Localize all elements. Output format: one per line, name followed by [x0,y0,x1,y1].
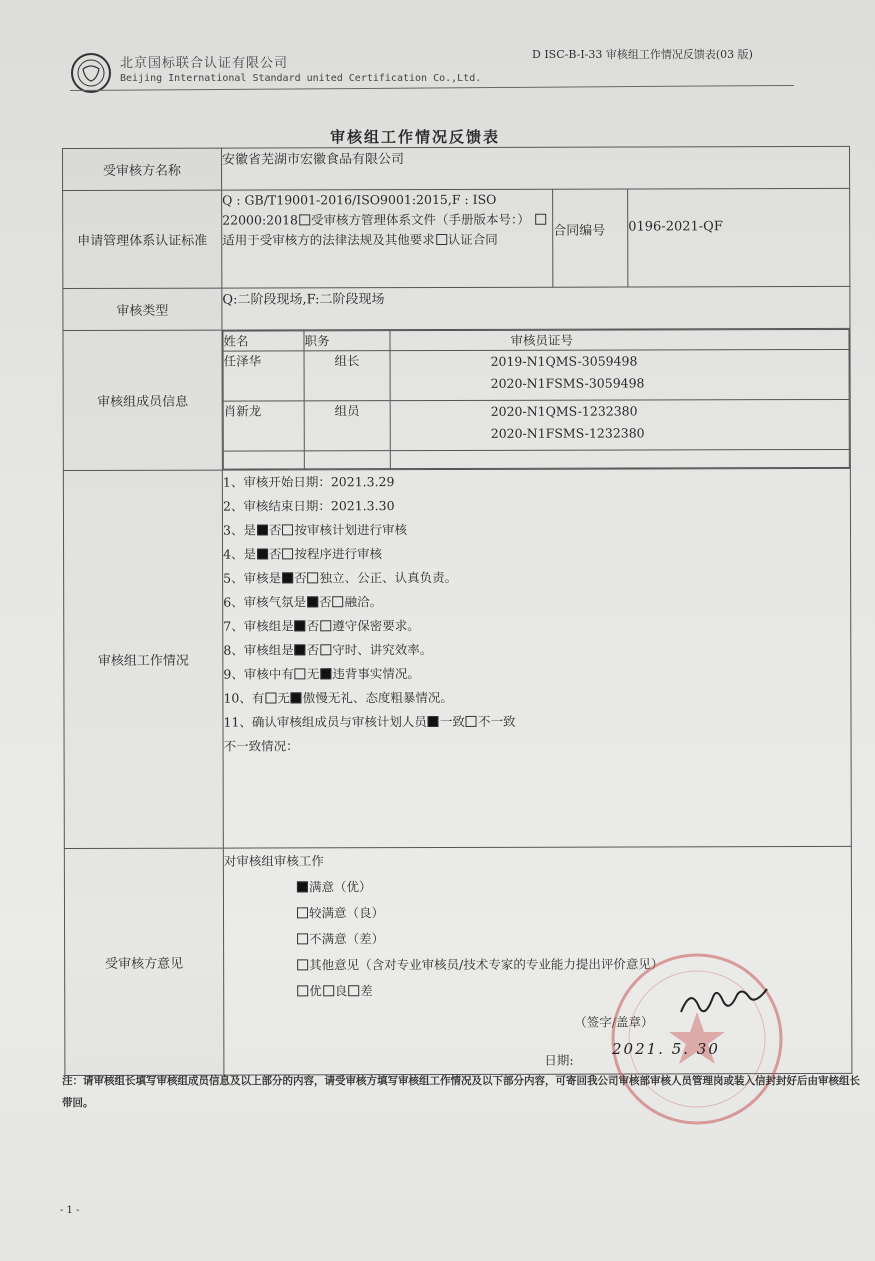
sign-label: （签字/盖章） [574,1014,654,1030]
checked-box-icon [307,596,318,607]
member-certs [390,399,849,450]
checkbox-icon [308,572,319,583]
table-row-empty [223,449,849,469]
opinion-heading: 对审核组审核工作 [223,853,324,869]
work-item: 1、审核开始日期：2021.3.29 [222,474,395,490]
work-item: 10、有 无 傲慢无礼、态度粗暴情况。 [223,689,453,706]
checked-box-icon [257,548,268,559]
form-title: 审核组工作情况反馈表 [330,128,501,146]
checkbox-icon [282,524,293,535]
team-label: 审核组成员信息 [63,330,222,470]
auditee-label: 受审核方名称 [63,148,222,190]
table-row [223,349,849,401]
audit-type-label: 审核类型 [63,288,222,330]
checked-box-icon [295,620,306,631]
checkbox-icon [265,692,276,703]
member-name: 肖新龙 [223,401,304,451]
work-item: 7、审核组是 否 遵守保密要求。 [223,618,420,634]
company-logo-icon [70,52,112,94]
work-item: 4、是 否 按程序进行审核 [223,546,383,562]
work-item: 11、确认审核组成员与审核计划人员 一致 不一致 [223,713,516,730]
checkbox-icon [320,644,331,655]
opinion-option: 较满意（良） [224,899,851,927]
standard-option-contract: 认证合同 [447,231,498,247]
checkbox-icon [299,214,310,225]
checkbox-icon [535,214,546,225]
work-item: 3、是 否 按审核计划进行审核 [222,522,408,538]
member-cert: 2019-N1QMS-3059498 [490,353,638,369]
team-cell [222,328,850,470]
checkbox-icon [283,548,294,559]
document-code: D ISC-B-I-33 审核组工作情况反馈表(03 版) [532,48,753,61]
standard-cell [222,189,553,288]
work-item: 6、审核气氛是 否 融洽。 [223,594,383,610]
opinion-option: 不满意（差） [224,925,851,953]
checkbox-icon [333,596,344,607]
team-header-cert: 审核员证号 [390,329,849,350]
checkbox-icon [297,985,308,996]
checkbox-icon [323,985,334,996]
contract-value: 0196-2021-QF [628,188,850,287]
handwritten-signature [676,982,776,1022]
team-header-role: 职务 [304,331,390,351]
work-item: 2、审核结束日期：2021.3.30 [222,498,395,514]
checked-box-icon [282,572,293,583]
member-role: 组长 [304,351,390,401]
opinion-option: 优 良 差 [224,977,851,1005]
checkbox-icon [297,907,308,918]
standard-label: 申请管理体系认证标准 [63,190,222,288]
member-cert: 2020-N1FSMS-3059498 [490,375,645,391]
audit-type-value: Q:二阶段现场,F:二阶段现场 [222,286,850,330]
checked-box-icon [428,716,439,727]
page-number: - 1 - [60,1205,80,1216]
work-item: 8、审核组是 否 守时、讲究效率。 [223,642,433,658]
member-cert: 2020-N1FSMS-1232380 [490,425,645,441]
work-item: 不一致情况： [223,738,299,754]
checkbox-icon [295,668,306,679]
checkbox-icon [466,716,477,727]
member-name: 任泽华 [223,351,304,401]
checked-box-icon [295,644,306,655]
contract-label: 合同编号 [553,189,628,287]
feedback-form-table [62,146,852,1076]
checked-box-icon [291,692,302,703]
handwritten-date: 2021. 5. 30 [612,1040,720,1058]
work-label: 审核组工作情况 [63,470,223,848]
checkbox-icon [436,234,447,245]
work-item: 9、审核中有 无 违背事实情况。 [223,666,420,682]
checkbox-icon [348,985,359,996]
member-role: 组员 [304,401,390,451]
opinion-label: 受审核方意见 [64,848,224,1075]
checked-box-icon [320,668,331,679]
checkbox-icon [297,959,308,970]
checked-box-icon [257,524,268,535]
checkbox-icon [320,620,331,631]
table-row [223,399,849,451]
company-name-cn: 北京国标联合认证有限公司 [120,56,289,71]
member-cert: 2020-N1QMS-1232380 [490,403,638,419]
team-header-name: 姓名 [223,331,304,351]
company-name-en: Beijing International Standard united Certification Co.,Ltd. [120,73,482,84]
standard-value: Q : GB/T19001-2016/ISO9001:2015,F : ISO 22000:2018 [222,191,497,228]
work-items [222,468,851,848]
checked-box-icon [297,881,308,892]
team-table [222,329,849,470]
standard-option-laws: 适用于受审核方的法律法规及其他要求 [222,232,435,248]
header-rule [70,85,794,91]
auditee-value: 安徽省芜湖市宏徽食品有限公司 [222,146,850,190]
footnote: 注：请审核组长填写审核组成员信息及以上部分的内容，请受审核方填写审核组工作情况及以下部分内容，可寄回我公司审核部审核人员管理岗或装入信封封好后由审核组长带回。 [62,1075,860,1109]
opinion-option: 满意（优） [224,873,851,901]
work-item: 5、审核是 否 独立、公正、认真负责。 [223,569,458,586]
opinion-option: 其他意见（含对专业审核员/技术专家的专业能力提出评价意见） [224,951,851,979]
checkbox-icon [297,933,308,944]
member-certs [390,349,849,400]
standard-option-docs: 受审核方管理体系文件（手册版本号：） [310,211,530,228]
date-label: 日期: [544,1052,574,1068]
